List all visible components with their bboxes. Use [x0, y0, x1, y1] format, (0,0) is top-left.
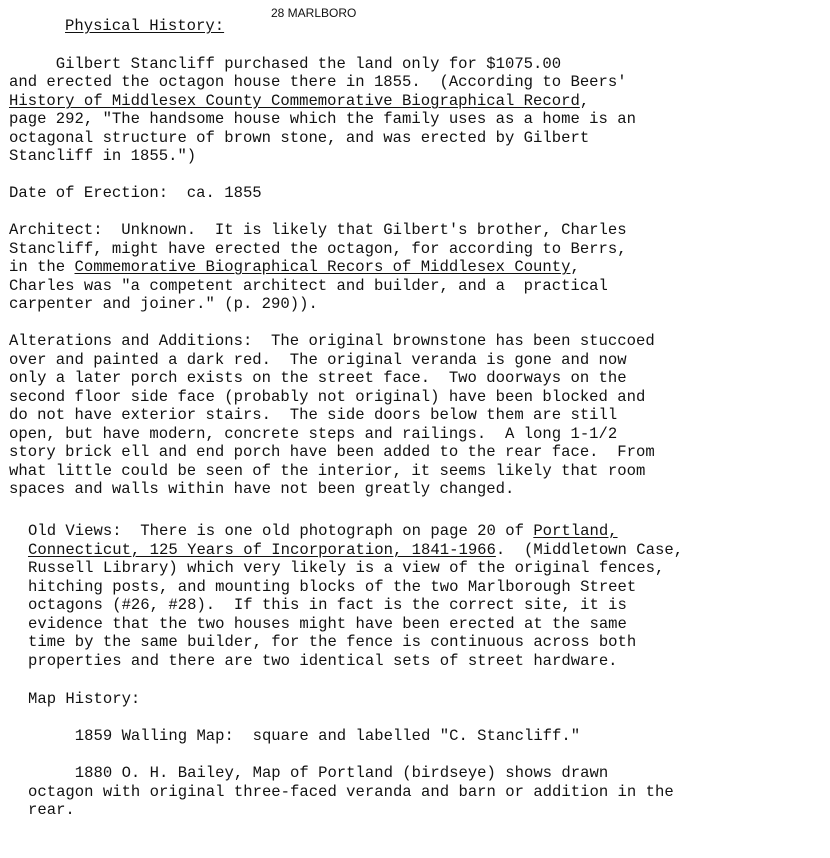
alterations-line-3: only a later porch exists on the street face. Two doorways on the: [9, 369, 627, 387]
alterations-line-4: second floor side face (probably not original) have been blocked and: [9, 388, 646, 406]
old-views-line-6: evidence that the two houses might have been erected at the same: [28, 615, 627, 633]
alterations-line-8: what little could be seen of the interior, it seems likely that room: [9, 462, 646, 480]
page-label: 28 MARLBORO: [271, 6, 357, 20]
architect-source-title: Commemorative Biographical Recors of Middlesex County: [74, 258, 571, 276]
old-views-line-2: [28, 541, 683, 560]
architect-line-4: Charles was "a competent architect and builder, and a practical: [9, 277, 608, 295]
date-of-erection: Date of Erection: ca. 1855: [9, 184, 262, 202]
alterations-line-5: do not have exterior stairs. The side doors below them are still: [9, 406, 618, 424]
old-views-line-1: [28, 522, 618, 541]
physical-history-line-2: and erected the octagon house there in 1855. (According to Beers': [9, 73, 627, 91]
alterations-line-9: spaces and walls within have not been greatly changed.: [9, 480, 515, 498]
old-views-line-8: properties and there are two identical sets of street hardware.: [28, 652, 618, 670]
architect-line-1: Architect: Unknown. It is likely that Gilbert's brother, Charles: [9, 221, 627, 239]
physical-history-reference: [9, 92, 589, 111]
architect-line-3-pre: in the: [9, 258, 75, 276]
alterations-line-7: story brick ell and end porch have been added to the rear face. From: [9, 443, 655, 461]
physical-history-line-5: octagonal structure of brown stone, and was erected by Gilbert: [9, 129, 590, 147]
map-history-heading: Map History:: [28, 690, 141, 708]
map-history-entry-1880-line-3: rear.: [28, 801, 75, 819]
physical-history-line-4: page 292, "The handsome house which the family uses as a home is an: [9, 110, 636, 128]
architect-line-5: carpenter and joiner." (p. 290)).: [9, 295, 318, 313]
map-history-entry-1880-line-1: 1880 O. H. Bailey, Map of Portland (birdseye) shows drawn: [28, 764, 609, 782]
alterations-line-1: Alterations and Additions: The original brownstone has been stuccoed: [9, 332, 655, 350]
physical-history-line-6: Stancliff in 1855."): [9, 147, 197, 165]
architect-line-2: Stancliff, might have erected the octagon, for according to Berrs,: [9, 240, 627, 258]
old-views-source-title-b: Connecticut, 125 Years of Incorporation, 1841-1966: [28, 541, 496, 559]
physical-history-line-1: Gilbert Stancliff purchased the land only for $1075.00: [9, 55, 562, 73]
map-history-entry-1880-line-2: octagon with original three-faced veranda and barn or addition in the: [28, 783, 674, 801]
map-history-entry-1859: 1859 Walling Map: square and labelled "C. Stancliff.": [28, 727, 581, 745]
architect-line-3-post: ,: [570, 258, 580, 276]
physical-history-heading: Physical History:: [65, 17, 225, 35]
old-views-source-title-a: Portland,: [533, 522, 618, 540]
architect-line-3: [9, 258, 580, 277]
old-views-line-2-post: . (Middletown Case,: [495, 541, 684, 559]
reference-title: History of Middlesex County Commemorative Biographical Record: [9, 92, 580, 110]
old-views-line-4: hitching posts, and mounting blocks of the two Marlborough Street: [28, 578, 637, 596]
old-views-line-1-pre: Old Views: There is one old photograph on page 20 of: [28, 522, 534, 540]
reference-comma: ,: [579, 92, 590, 110]
old-views-line-5: octagons (#26, #28). If this in fact is the correct site, it is: [28, 596, 627, 614]
old-views-line-7: time by the same builder, for the fence is continuous across both: [28, 633, 637, 651]
old-views-line-3: Russell Library) which very likely is a view of the original fences,: [28, 559, 665, 577]
alterations-line-2: over and painted a dark red. The original veranda is gone and now: [9, 351, 627, 369]
alterations-line-6: open, but have modern, concrete steps and railings. A long 1-1/2: [9, 425, 618, 443]
